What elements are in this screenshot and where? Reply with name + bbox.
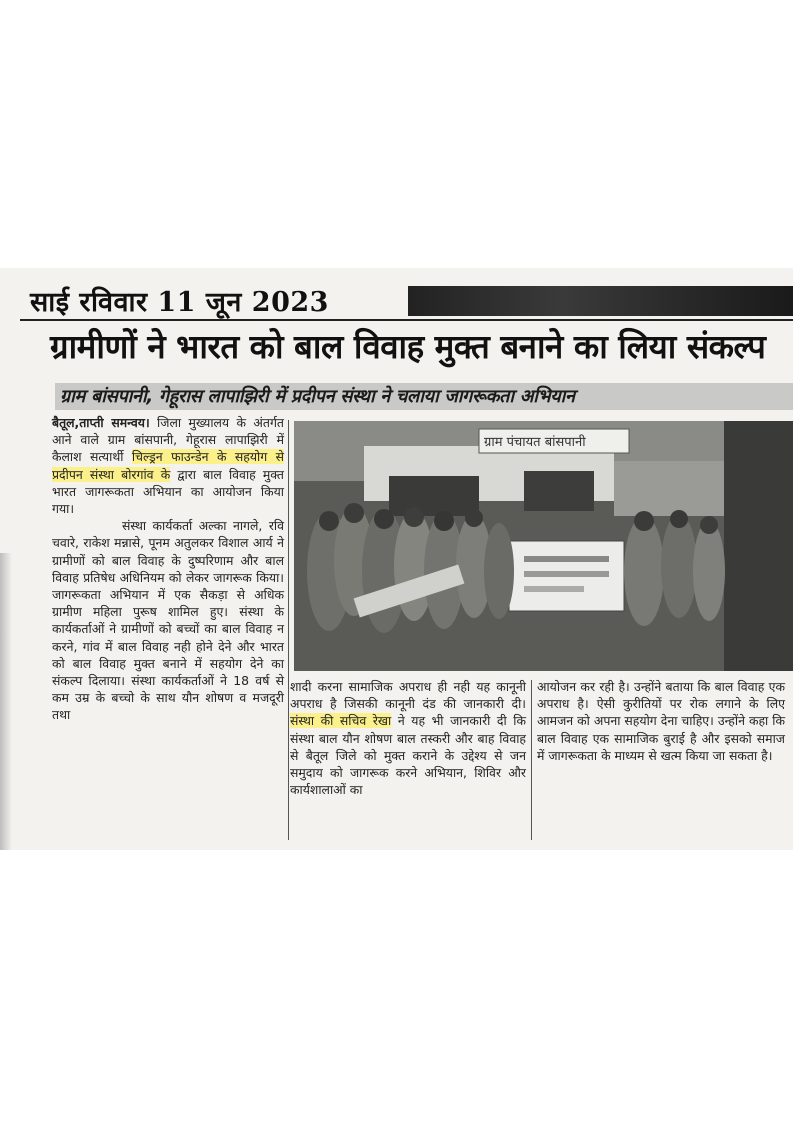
paragraph-3 (290, 678, 526, 798)
building-sign-text: ग्राम पंचायत बांसपानी (484, 435, 586, 450)
paragraph-4: आयोजन कर रही है। उन्होंने बताया कि बाल विवाह एक अपराध है। ऐसी कुरीतियों पर रोक लगाने के लिए आमजन को अपना सहयोग देना चाहिए। उन्होंने कहा कि बाल विवाह एक सामाजिक बुराई है और इसको समाज में जागरूकता के माध्यम से खत्म किया जा सकता है। (537, 679, 785, 763)
highlighted-text-2: संस्था की सचिव रेखा (290, 713, 392, 729)
column-divider-2 (531, 680, 532, 840)
article-headline: ग्रामीणों ने भारत को बाल विवाह मुक्त बनाने का लिया संकल्प (50, 327, 766, 366)
dateline: बैतूल,ताप्ती समन्वय। (52, 415, 150, 430)
article-column-1 (52, 414, 284, 724)
highlighted-text: चिल्ड्रन फाउन्डेन के सहयोग से प्रदीपन संस्था बोरगांव के (52, 449, 285, 482)
masthead-date: साई रविवार 11 जून 2023 (30, 287, 329, 318)
column-divider (288, 420, 289, 840)
article-column-3 (537, 678, 785, 764)
col2-text-a: शादी करना सामाजिक अपराध ही नही यह कानूनी अपराध है जिसकी कानूनी दंड की जानकारी दी। (290, 679, 526, 712)
event-photo (294, 421, 793, 671)
photo-illustration (294, 421, 793, 671)
paragraph-2: संस्था कार्यकर्ता अल्का नागले, रवि चवारे, राकेश मन्नासे, पूनम अतुलकर विशाल आर्य ने ग्रामीणों को बाल विवाह के दुष्परिणाम और बाल विवाह प्रतिषेध अधिनियम को लेकर जागरूक किया। जागरूकता अभियान में एक सैकड़ा से अधिक ग्रामीण महिला पुरूष शामिल हुए। संस्था के कार्यकर्ताओं ने ग्रामीणों को बच्चों का बाल विवाह न करने, गांव में बाल विवाह नही होने देने और भारत को बाल विवाह मुक्त बनाने में सहयोग देने का संकल्प दिलाया। संस्था कार्यकर्ताओं ने 18 वर्ष से कम उम्र के बच्चो के साथ यौन शोषण व मजदूरी तथा (52, 518, 284, 723)
paragraph-1 (52, 414, 284, 517)
clipping-edge-shadow (0, 553, 12, 850)
col1-p1-text-a: जिला मुख्यालय के अंतर्गत आने वाले ग्राम बांसपानी, गेहूरास लापाझिरी में कैलाश सत्यार्थी (52, 415, 284, 465)
article-subheadline: ग्राम बांसपानी, गेहूरास लापाझिरी में प्रदीपन संस्था ने चलाया जागरूकता अभियान (60, 386, 575, 407)
col2-text-b: ने यह भी जानकारी दी कि संस्था बाल यौन शोषण बाल तस्करी और बाह विवाह से बैतूल जिले को मुक्त कराने के उद्देश्य से जन समुदाय को जागरूक करने अभियान, शिविर और कार्यशालाओं का (290, 713, 526, 798)
article-column-2 (290, 678, 526, 798)
masthead-rule (20, 319, 793, 321)
masthead-banner (408, 286, 793, 316)
col1-p1-text-b: द्वारा बाल विवाह मुक्त भारत जागरूकता अभियान का आयोजन किया गया। (52, 466, 284, 517)
